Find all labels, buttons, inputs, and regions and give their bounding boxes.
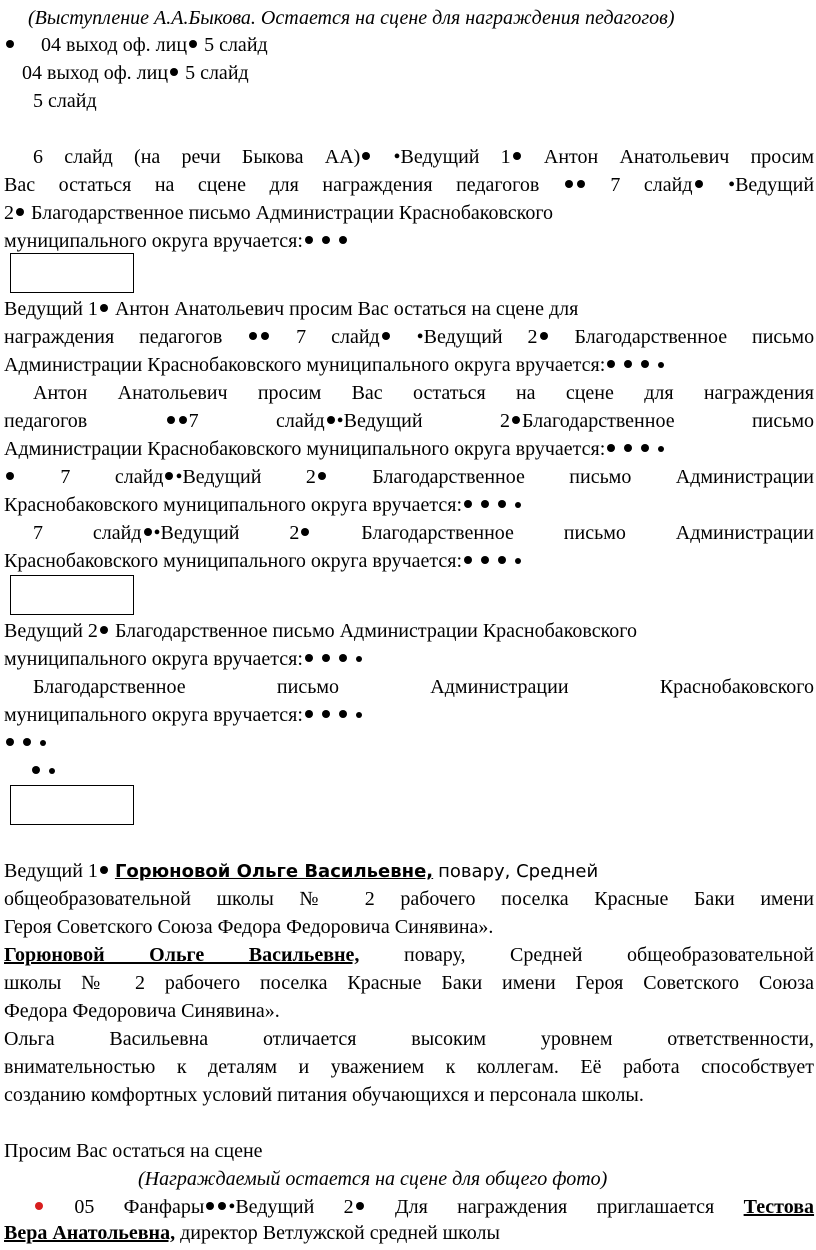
text: общеобразовательной школы № 2 рабочего поселка Красные Баки имени [4,888,814,910]
bullet-dot-icon [16,208,24,216]
bullet-dot-icon [218,1202,226,1210]
line-hero-2 [4,997,814,1025]
bullet-dot-icon [322,710,330,718]
line-hero-1 [4,913,814,941]
text: Администрации [675,522,814,544]
stage-direction-bykov [28,4,814,32]
line-description-1 [4,1025,814,1053]
line-school-2 [4,969,814,997]
text: Благодарственное [521,410,675,432]
bullet-dot-icon [641,360,649,368]
bullet-dot-icon [498,500,506,508]
text: созданию комфортных условий питания обучающихся и персонала школы. [4,1084,644,1106]
bullet-dot-icon [23,738,31,746]
text: Героя Советского Союза Федора Федоровича Синявина». [4,916,494,938]
bullet-dot-icon [40,740,46,746]
line-letter-1 [4,199,814,227]
bullet-dot-icon [362,152,370,160]
bullet-dot-icon [305,236,313,244]
text: Ольга Васильевна отличается высоким уровнем ответственности, [4,1028,814,1050]
awardee-name: Горюновой Ольге Васильевне, [114,861,434,882]
text: Благодарственное письмо [574,326,815,348]
line-awarded-1 [4,227,814,255]
bullet-dot-icon [624,360,632,368]
bullet-dot-icon [100,866,108,874]
bullet-dot-icon [6,40,14,48]
bullet-dot-icon [167,416,175,424]
bullet-dot-icon [464,500,472,508]
bullet-dot-icon [261,332,269,340]
bullet-dot-icon [481,500,489,508]
bullet-dot-icon [301,528,309,536]
text: Ведущий 1 [4,298,98,320]
bullet-dot-icon [339,710,347,718]
text: Благодарственное [33,676,186,698]
text: 05 Фанфары [74,1196,205,1218]
text: 7 [188,410,199,432]
text: муниципального округа вручается: [4,648,303,670]
line-host-1 [4,295,814,323]
red-bullet-icon [35,1202,43,1210]
bullet-dot-icon [658,446,664,452]
bullet-dot-icon [339,654,347,662]
bullet-dot-icon [624,444,632,452]
text: •Ведущий 2 [416,326,538,348]
text: Федора Федоровича Синявина». [4,1000,280,1022]
line-host-1-goryunova [4,857,814,886]
bullet-dot-icon [305,710,313,718]
bullet-dot-icon [339,236,347,244]
bullet-dot-icon [658,362,664,368]
bullet-dot-icon [515,558,521,564]
bullet-dot-icon [322,236,330,244]
bullet-dot-icon [356,1202,364,1210]
bullet-dot-icon [179,416,187,424]
line-dots-1 [4,729,814,757]
bullet-dot-icon [382,332,390,340]
text: педагогов [4,410,88,432]
text: Краснобаковского [659,676,815,698]
line-letter-2 [33,673,814,701]
text: Ведущий 2 [4,620,98,642]
line-slide-6 [33,143,814,171]
bullet-dot-icon [607,360,615,368]
bullet-dot-icon [170,68,178,76]
awardee-name: Вера Анатольевна, [4,1222,176,1244]
bullet-dot-icon [607,444,615,452]
text: муниципального округа вручается: [4,230,303,252]
text: 7 [33,522,43,544]
text: 5 слайд [204,34,268,56]
text: письмо [563,522,626,544]
empty-frame [10,575,134,615]
text: школы № 2 рабочего поселка Красные Баки имени Героя Советского Союза [4,972,814,994]
text: Благодарственное [361,522,514,544]
text: директор Ветлужской средней школы [180,1222,500,1244]
bullet-dot-icon [100,626,108,634]
text: письмо [569,466,632,488]
bullet-dot-icon [6,472,14,480]
text: •Ведущий [175,466,262,488]
text: Просим Вас остаться на сцене [4,1140,263,1162]
text: письмо [276,676,339,698]
line-exit-officials-2 [22,59,814,87]
text: внимательностью к деталям и уважением к коллегам. Её работа способствует [4,1056,814,1078]
line-district-1 [4,491,814,519]
text: Администрации Краснобаковского муниципального округа вручается: [4,438,606,460]
bullet-dot-icon [695,180,703,188]
line-district-2 [4,547,814,575]
line-awarded-3 [4,701,814,729]
text: Антон Анатольевич просим [543,146,815,168]
bullet-dot-icon [305,654,313,662]
bullet-dot-icon [322,654,330,662]
line-stay-on-stage [4,171,814,199]
text: Краснобаковского муниципального округа вручается: [4,494,463,516]
text: 6 слайд (на речи Быкова АА) [33,146,361,168]
text: муниципального округа вручается: [4,704,303,726]
text: •Ведущий [336,410,423,432]
line-testova [4,1219,814,1247]
text: 2 [4,202,14,224]
bullet-dot-icon [49,768,55,774]
bullet-dot-icon [318,472,326,480]
text: 04 выход оф. лиц [41,34,188,56]
bullet-dot-icon [356,656,362,662]
text: награждения педагогов [4,326,223,348]
text: 2 [499,410,510,432]
line-goryunova-2 [4,941,814,969]
line-host-2-letter [4,617,814,645]
text: Благодарственное письмо Администрации Краснобаковского [114,620,637,642]
text: 2 [305,466,316,488]
text: повару, Средней [438,861,599,882]
bullet-dot-icon [206,1202,214,1210]
bullet-dot-icon [165,472,173,480]
line-awarding-teachers [4,323,814,351]
text: 2 [289,522,300,544]
bullet-dot-icon [512,416,520,424]
line-anton-request [33,379,814,407]
text: •Ведущий 2 [228,1196,354,1218]
awardee-name: Тестова [743,1196,815,1218]
line-teachers-slide-7 [4,407,814,435]
bullet-dot-icon [513,152,521,160]
line-awarded-2 [4,645,814,673]
text: 04 выход оф. лиц [22,62,169,84]
line-description-3 [4,1081,814,1109]
bullet-dot-icon [641,444,649,452]
text: повару, Средней общеобразовательной [403,944,814,966]
bullet-dot-icon [498,556,506,564]
text: 7 слайд [610,174,693,196]
line-slide-7-b [33,519,814,547]
text: Благодарственное [372,466,525,488]
bullet-dot-icon [32,766,40,774]
text: •Ведущий [728,174,815,196]
text: 5 слайд [33,90,97,112]
bullet-dot-icon [327,416,335,424]
text: слайд [114,466,164,488]
bullet-dot-icon [515,502,521,508]
line-stay-request [4,1137,814,1165]
text: Краснобаковского муниципального округа вручается: [4,550,463,572]
line-slide-7-a [4,463,814,491]
text: 7 [60,466,71,488]
bullet-dot-icon [6,738,14,746]
text: 5 слайд [185,62,249,84]
bullet-dot-icon [577,180,585,188]
text: слайд [276,410,325,432]
line-fanfare [33,1193,814,1221]
bullet-dot-icon [144,528,152,536]
bullet-dot-icon [189,40,197,48]
text: Благодарственное письмо Администрации Краснобаковского [31,202,554,224]
text: 7 слайд [296,326,380,348]
line-dots-2 [30,757,814,785]
text: (Выступление А.А.Быкова. Остается на сцене для награждения педагогов) [28,7,675,29]
bullet-dot-icon [481,556,489,564]
line-school-1 [4,885,814,913]
text: Ведущий 1 [4,860,98,882]
awardee-name: Горюновой Ольге Васильевне, [4,944,360,966]
empty-frame [10,785,134,825]
text: Вас остаться на сцене для награждения педагогов [4,174,540,196]
bullet-dot-icon [249,332,257,340]
bullet-dot-icon [540,332,548,340]
stage-direction-photo [138,1165,814,1193]
bullet-dot-icon [356,712,362,718]
text: (Награждаемый остается на сцене для общего фото) [138,1168,608,1190]
text: Администрации [430,676,569,698]
line-description-2 [4,1053,814,1081]
empty-frame [10,253,134,293]
text: •Ведущий [153,522,240,544]
bullet-dot-icon [464,556,472,564]
text: Антон Анатольевич просим Вас остаться на сцене для награждения [33,382,814,404]
text: Администрации [675,466,814,488]
line-exit-officials-1 [4,31,814,59]
text: Для награждения приглашается [394,1196,715,1218]
text: Антон Анатольевич просим Вас остаться на сцене для [114,298,579,320]
bullet-dot-icon [100,304,108,312]
text: слайд [92,522,142,544]
line-slide-5 [33,87,814,115]
text: Администрации Краснобаковского муниципального округа вручается: [4,354,606,376]
text: •Ведущий 1 [393,146,511,168]
text: письмо [751,410,815,432]
bullet-dot-icon [565,180,573,188]
line-administration-2 [4,435,814,463]
line-administration-1 [4,351,814,379]
